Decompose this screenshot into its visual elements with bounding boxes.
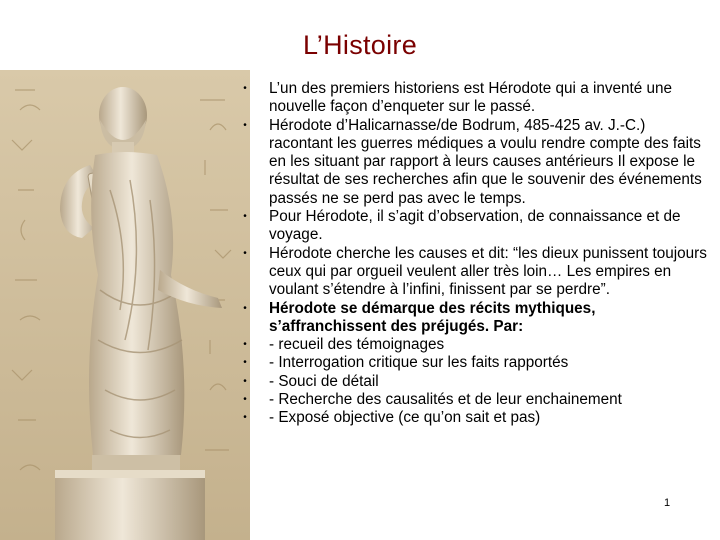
bullet-dot: • (243, 412, 247, 424)
bullet-dot: • (243, 302, 247, 314)
bullet-text: - Exposé objective (ce qu’on sait et pas) (269, 409, 541, 427)
bullet-dot: • (243, 247, 247, 259)
bullet-dot: • (243, 83, 247, 94)
bullet-text: Hérodote d’Halicarnasse/de Bodrum, 485-425 av. J.-C.) racontant les guerres médiques a voulu rendre compte des faits en les situant par rapport à leurs causes antérieurs Il expose le résultat de ses recherches afin que le souvenir des événements passés ne se perd pas avec le temps. (269, 116, 702, 207)
bullet-text: L’un des premiers historiens est Hérodote qui a inventé une nouvelle façon d’enqueter sur le passé. (269, 80, 673, 116)
bullet-dot: • (243, 339, 247, 351)
bullet-list (240, 80, 710, 428)
bullet-item (240, 300, 710, 337)
bullet-text: - recueil des témoignages (269, 336, 445, 354)
bullet-dot: • (243, 357, 247, 369)
herodotus-statue-image (0, 70, 250, 540)
bullet-item (240, 336, 710, 354)
bullet-dot: • (243, 119, 247, 131)
bullet-text: - Interrogation critique sur les faits rapportés (269, 354, 569, 372)
bullet-item (240, 409, 710, 427)
bullet-text: - Recherche des causalités et de leur enchainement (269, 391, 622, 409)
bullet-dot: • (243, 394, 247, 406)
bullet-dot: • (243, 211, 247, 223)
bullet-item (240, 354, 710, 372)
bullet-text: - Souci de détail (269, 372, 379, 390)
bullet-item (240, 391, 710, 409)
slide-title: L’Histoire (302, 30, 418, 60)
bullet-dot: • (243, 375, 247, 387)
bullet-item (240, 80, 710, 117)
bullet-text: Pour Hérodote, il s’agit d’observation, de connaissance et de voyage. (269, 208, 681, 244)
page-number: 1 (664, 497, 671, 509)
bullet-text: Hérodote cherche les causes et dit: “les dieux punissent toujours ceux qui par orgueil veulent aller très loin… Les empires en voulant s’étendre à l’infini, finissent par se perdre”. (269, 244, 707, 299)
bullet-item (240, 117, 710, 208)
bullet-text: Hérodote se démarque des récits mythiques, s’affranchissent des préjugés. Par: (269, 299, 596, 335)
bullet-item (240, 373, 710, 391)
bullet-item (240, 208, 710, 245)
bullet-item (240, 245, 710, 300)
